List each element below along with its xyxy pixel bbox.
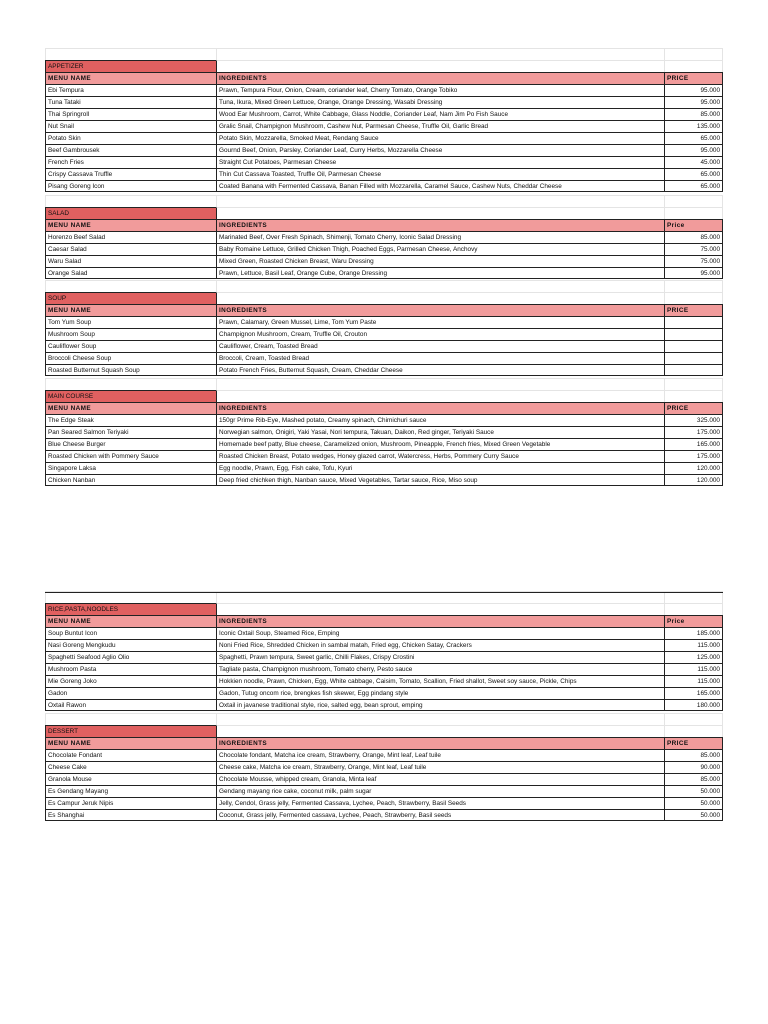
header-price: PRICE — [664, 402, 723, 414]
section-title: SALAD — [45, 207, 216, 219]
empty-cell — [664, 378, 723, 390]
menu-item-name: Nut Snail — [45, 120, 216, 132]
menu-item-price: 85.000 — [664, 231, 723, 243]
menu-item-price: 185.000 — [664, 627, 723, 639]
menu-item-ingredients: Champignon Mushroom, Cream, Truffle Oil, Crouton — [216, 328, 664, 340]
table-row — [45, 364, 723, 376]
table-row — [45, 797, 723, 809]
menu-item-ingredients: Homemade beef patty, Blue cheese, Caramelized onion, Mushroom, Pineapple, French fries, Mixed Green Vegetable — [216, 438, 664, 450]
table-row — [45, 180, 723, 192]
table-row — [45, 243, 723, 255]
header-ingredients: INGREDIENTS — [216, 219, 664, 231]
menu-item-ingredients: Spaghetti, Prawn tempura, Sweet garlic, Chilli Flakes, Crispy Crostini — [216, 651, 664, 663]
table-row — [45, 84, 723, 96]
table-row — [45, 352, 723, 364]
menu-item-ingredients: Roasted Chicken Breast, Potato wedges, Honey glazed carrot, Watercress, Herbs, Pommery Curry Sauce — [216, 450, 664, 462]
section-title-row — [45, 292, 723, 304]
table-row — [45, 687, 723, 699]
menu-item-ingredients: Thin Cut Cassava Toasted, Truffle Oil, Parmesan Cheese — [216, 168, 664, 180]
table-row — [45, 132, 723, 144]
menu-item-ingredients: Hokkien noodle, Prawn, Chicken, Egg, White cabbage, Caisim, Tomato, Scallion, Fried shallot, Sweet soy sauce, Pickle, Chips — [216, 675, 664, 687]
menu-item-name: Granola Mouse — [45, 773, 216, 785]
menu-item-price: 95.000 — [664, 84, 723, 96]
column-header-row — [45, 615, 723, 627]
menu-item-price: 75.000 — [664, 243, 723, 255]
menu-item-name: Chocolate Fondant — [45, 749, 216, 761]
table-row — [45, 699, 723, 711]
header-menu-name: MENU NAME — [45, 737, 216, 749]
empty-cell — [664, 48, 723, 60]
menu-item-name: Gadon — [45, 687, 216, 699]
table-row — [45, 663, 723, 675]
empty-cell — [216, 48, 664, 60]
column-header-row — [45, 219, 723, 231]
column-header-row — [45, 304, 723, 316]
menu-item-price: 165.000 — [664, 438, 723, 450]
header-ingredients: INGREDIENTS — [216, 402, 664, 414]
menu-item-ingredients: Iconic Oxtail Soup, Steamed Rice, Emping — [216, 627, 664, 639]
menu-item-ingredients: Chocolate Mousse, whipped cream, Granola, Minta leaf — [216, 773, 664, 785]
menu-item-price: 85.000 — [664, 108, 723, 120]
menu-item-ingredients: Jelly, Cendol, Grass jelly, Fermented Cassava, Lychee, Peach, Strawberry, Basil Seeds — [216, 797, 664, 809]
empty-cell — [664, 207, 723, 219]
header-ingredients: INGREDIENTS — [216, 72, 664, 84]
menu-item-name: Roasted Chicken with Pommery Sauce — [45, 450, 216, 462]
menu-item-name: Mushroom Soup — [45, 328, 216, 340]
menu-item-price: 115.000 — [664, 663, 723, 675]
menu-item-name: Broccoli Cheese Soup — [45, 352, 216, 364]
menu-item-name: Thai Springroll — [45, 108, 216, 120]
table-row — [45, 675, 723, 687]
menu-item-price — [664, 328, 723, 340]
table-row — [45, 438, 723, 450]
menu-item-ingredients: Coconut, Grass jelly, Fermented cassava, Lychee, Peach, Strawberry, Basil seeds — [216, 809, 664, 821]
table-row — [45, 627, 723, 639]
menu-item-name: Caesar Salad — [45, 243, 216, 255]
menu-item-ingredients: Noni Fried Rice, Shredded Chicken in sambal matah, Fried egg, Chicken Satay, Crackers — [216, 639, 664, 651]
column-header-row — [45, 402, 723, 414]
empty-cell — [664, 713, 723, 725]
menu-item-price: 175.000 — [664, 450, 723, 462]
menu-item-price: 125.000 — [664, 651, 723, 663]
empty-cell — [45, 378, 216, 390]
menu-item-ingredients: Cauliflower, Cream, Toasted Bread — [216, 340, 664, 352]
menu-item-price: 65.000 — [664, 168, 723, 180]
empty-cell — [216, 713, 664, 725]
empty-cell — [216, 390, 664, 402]
empty-cell — [216, 280, 664, 292]
menu-item-ingredients: Coated Banana with Fermented Cassava, Banan Filled with Mozzarella, Caramel Sauce, Cashew Nuts, Cheddar Cheese — [216, 180, 664, 192]
menu-item-ingredients: Prawn, Calamary, Green Mussel, Lime, Tom Yum Paste — [216, 316, 664, 328]
header-ingredients: INGREDIENTS — [216, 737, 664, 749]
column-header-row — [45, 737, 723, 749]
menu-item-price: 85.000 — [664, 773, 723, 785]
header-menu-name: MENU NAME — [45, 402, 216, 414]
empty-row — [45, 378, 723, 390]
menu-item-price: 175.000 — [664, 426, 723, 438]
menu-item-ingredients: Potato Skin, Mozzarella, Smoked Meat, Rendang Sauce — [216, 132, 664, 144]
menu-item-ingredients: Marinated Beef, Over Fresh Spinach, Shimenji, Tomato Cherry, Iconic Salad Dressing — [216, 231, 664, 243]
menu-item-price: 325.000 — [664, 414, 723, 426]
header-price: PRICE — [664, 304, 723, 316]
empty-cell — [664, 390, 723, 402]
table-row — [45, 255, 723, 267]
table-row — [45, 231, 723, 243]
menu-item-ingredients: Tagliate pasta, Champignon mushroom, Tomato cherry, Pesto sauce — [216, 663, 664, 675]
empty-cell — [216, 292, 664, 304]
empty-cell — [216, 603, 664, 615]
header-menu-name: MENU NAME — [45, 304, 216, 316]
menu-item-name: Soup Buntut Icon — [45, 627, 216, 639]
menu-item-name: Cheese Cake — [45, 761, 216, 773]
menu-item-name: Horenzo Beef Salad — [45, 231, 216, 243]
menu-item-name: Nasi Goreng Mengkudu — [45, 639, 216, 651]
menu-item-price — [664, 352, 723, 364]
table-row — [45, 168, 723, 180]
empty-cell — [45, 48, 216, 60]
header-menu-name: MENU NAME — [45, 72, 216, 84]
menu-item-ingredients: Gendang mayang rice cake, coconut milk, palm sugar — [216, 785, 664, 797]
menu-item-name: Pan Seared Salmon Teriyaki — [45, 426, 216, 438]
menu-item-ingredients: Oxtail in javanese traditional style, rice, salted egg, bean sprout, emping — [216, 699, 664, 711]
menu-item-ingredients: Gralic Snail, Champignon Mushroom, Cashew Nut, Parmesan Cheese, Truffle Oil, Garlic Bread — [216, 120, 664, 132]
empty-cell — [664, 603, 723, 615]
menu-item-name: Es Shanghai — [45, 809, 216, 821]
menu-item-name: French Fries — [45, 156, 216, 168]
menu-item-ingredients: Cheese cake, Matcha ice cream, Strawberry, Orange, Mint leaf, Leaf tuile — [216, 761, 664, 773]
table-row — [45, 462, 723, 474]
empty-cell — [664, 195, 723, 207]
empty-cell — [45, 280, 216, 292]
header-menu-name: MENU NAME — [45, 615, 216, 627]
empty-cell — [216, 725, 664, 737]
empty-cell — [664, 725, 723, 737]
table-row — [45, 450, 723, 462]
empty-cell — [216, 378, 664, 390]
section-title-row — [45, 207, 723, 219]
menu-item-name: Mushroom Pasta — [45, 663, 216, 675]
header-price: PRICE — [664, 72, 723, 84]
menu-item-name: Mie Goreng Joko — [45, 675, 216, 687]
menu-item-price: 165.000 — [664, 687, 723, 699]
menu-item-ingredients: 150gr Prime Rib-Eye, Mashed potato, Creamy spinach, Chimichuri sauce — [216, 414, 664, 426]
header-price: PRICE — [664, 737, 723, 749]
table-row — [45, 144, 723, 156]
table-row — [45, 773, 723, 785]
menu-item-ingredients: Deep fried chichken thigh, Nanban sauce, Mixed Vegetables, Tartar sauce, Rice, Miso soup — [216, 474, 664, 486]
menu-item-ingredients: Egg noodle, Prawn, Egg, Fish cake, Tofu, Kyuri — [216, 462, 664, 474]
empty-cell — [45, 713, 216, 725]
table-row — [45, 414, 723, 426]
menu-item-price — [664, 316, 723, 328]
empty-cell — [664, 280, 723, 292]
menu-item-ingredients: Gadon, Tutug oncom rice, brengkes fish skewer, Egg pindang style — [216, 687, 664, 699]
menu-item-ingredients: Prawn, Lettuce, Basil Leaf, Orange Cube, Orange Dressing — [216, 267, 664, 279]
empty-cell — [216, 195, 664, 207]
menu-item-name: Spaghetti Seafood Aglio Olio — [45, 651, 216, 663]
menu-item-price: 85.000 — [664, 749, 723, 761]
menu-item-name: Blue Cheese Burger — [45, 438, 216, 450]
menu-item-name: Pisang Goreng Icon — [45, 180, 216, 192]
menu-item-price: 115.000 — [664, 639, 723, 651]
table-row — [45, 108, 723, 120]
table-row — [45, 651, 723, 663]
menu-item-price: 90.000 — [664, 761, 723, 773]
menu-item-price: 135.000 — [664, 120, 723, 132]
menu-item-name: Chicken Nanban — [45, 474, 216, 486]
table-row — [45, 761, 723, 773]
section-title: SOUP — [45, 292, 216, 304]
table-row — [45, 316, 723, 328]
menu-item-ingredients: Wood Ear Mushroom, Carrot, White Cabbage, Glass Noddle, Coriander Leaf, Nam Jim Po Fish Sauce — [216, 108, 664, 120]
table-row — [45, 267, 723, 279]
section-title: DESSERT — [45, 725, 216, 737]
section-title-row — [45, 60, 723, 72]
menu-item-name: Potato Skin — [45, 132, 216, 144]
menu-item-price — [664, 340, 723, 352]
menu-item-ingredients: Chocolate fondant, Matcha ice cream, Strawberry, Orange, Mint leaf, Leaf tuile — [216, 749, 664, 761]
menu-item-name: Es Gendang Mayang — [45, 785, 216, 797]
section-title-row — [45, 390, 723, 402]
menu-item-ingredients: Straight Cut Potatoes, Parmesan Cheese — [216, 156, 664, 168]
page-divider — [45, 592, 723, 593]
table-row — [45, 426, 723, 438]
column-header-row — [45, 72, 723, 84]
empty-cell — [664, 60, 723, 72]
menu-item-name: Es Campur Jeruk Nipis — [45, 797, 216, 809]
menu-item-name: Roasted Butternut Squash Soup — [45, 364, 216, 376]
menu-item-price: 65.000 — [664, 180, 723, 192]
empty-row — [45, 195, 723, 207]
menu-item-price: 75.000 — [664, 255, 723, 267]
menu-item-ingredients: Baby Romaine Lettuce, Grilled Chicken Thigh, Poached Eggs, Parmesan Cheese, Anchovy — [216, 243, 664, 255]
empty-row — [45, 48, 723, 60]
section-title: MAIN COURSE — [45, 390, 216, 402]
table-row — [45, 474, 723, 486]
menu-item-name: Crispy Cassava Truffle — [45, 168, 216, 180]
empty-cell — [45, 195, 216, 207]
empty-cell — [664, 292, 723, 304]
table-row — [45, 785, 723, 797]
menu-item-price: 45.000 — [664, 156, 723, 168]
menu-item-name: Ebi Tempura — [45, 84, 216, 96]
menu-item-price: 180.000 — [664, 699, 723, 711]
header-ingredients: INGREDIENTS — [216, 615, 664, 627]
menu-item-name: Tom Yum Soup — [45, 316, 216, 328]
menu-item-price: 95.000 — [664, 96, 723, 108]
menu-item-price: 50.000 — [664, 785, 723, 797]
section-title: APPETIZER — [45, 60, 216, 72]
menu-item-price: 95.000 — [664, 144, 723, 156]
table-row — [45, 120, 723, 132]
table-row — [45, 809, 723, 821]
menu-item-ingredients: Norwegian salmon, Onigiri, Yaki Yasai, Nori tempura, Takuan, Daikon, Red ginger, Teriyaki Sauce — [216, 426, 664, 438]
table-row — [45, 749, 723, 761]
menu-item-ingredients: Broccoli, Cream, Toasted Bread — [216, 352, 664, 364]
empty-row — [45, 713, 723, 725]
header-menu-name: MENU NAME — [45, 219, 216, 231]
menu-item-name: Beef Gambrousek — [45, 144, 216, 156]
menu-item-name: Oxtail Rawon — [45, 699, 216, 711]
menu-item-price: 120.000 — [664, 474, 723, 486]
menu-item-name: The Edge Steak — [45, 414, 216, 426]
section-title-row — [45, 603, 723, 615]
menu-item-price: 50.000 — [664, 797, 723, 809]
table-row — [45, 96, 723, 108]
menu-item-name: Waru Salad — [45, 255, 216, 267]
empty-cell — [216, 60, 664, 72]
header-price: Price — [664, 219, 723, 231]
menu-item-price: 95.000 — [664, 267, 723, 279]
menu-item-ingredients: Prawn, Tempura Flour, Onion, Cream, coriander leaf, Cherry Tomato, Orange Tobiko — [216, 84, 664, 96]
section-title-row — [45, 725, 723, 737]
menu-item-name: Orange Salad — [45, 267, 216, 279]
menu-item-price: 115.000 — [664, 675, 723, 687]
table-row — [45, 340, 723, 352]
menu-item-name: Tuna Tataki — [45, 96, 216, 108]
section-title: RICE,PASTA,NOODLES — [45, 603, 216, 615]
menu-item-ingredients: Gournd Beef, Onion, Parsley, Coriander Leaf, Curry Herbs, Mozzarella Cheese — [216, 144, 664, 156]
menu-item-price: 120.000 — [664, 462, 723, 474]
menu-item-price: 50.000 — [664, 809, 723, 821]
header-price: Price — [664, 615, 723, 627]
menu-item-ingredients: Potato French Fries, Butternut Squash, Cream, Cheddar Cheese — [216, 364, 664, 376]
menu-item-ingredients: Mixed Green, Roasted Chicken Breast, Waru Dressing — [216, 255, 664, 267]
header-ingredients: INGREDIENTS — [216, 304, 664, 316]
menu-item-price: 65.000 — [664, 132, 723, 144]
menu-item-ingredients: Tuna, Ikura, Mixed Green Lettuce, Orange, Orange Dressing, Wasabi Dressing — [216, 96, 664, 108]
empty-cell — [216, 207, 664, 219]
table-row — [45, 328, 723, 340]
empty-row — [45, 280, 723, 292]
menu-item-name: Cauliflower Soup — [45, 340, 216, 352]
table-row — [45, 156, 723, 168]
menu-item-name: Singapore Laksa — [45, 462, 216, 474]
menu-item-price — [664, 364, 723, 376]
table-row — [45, 639, 723, 651]
